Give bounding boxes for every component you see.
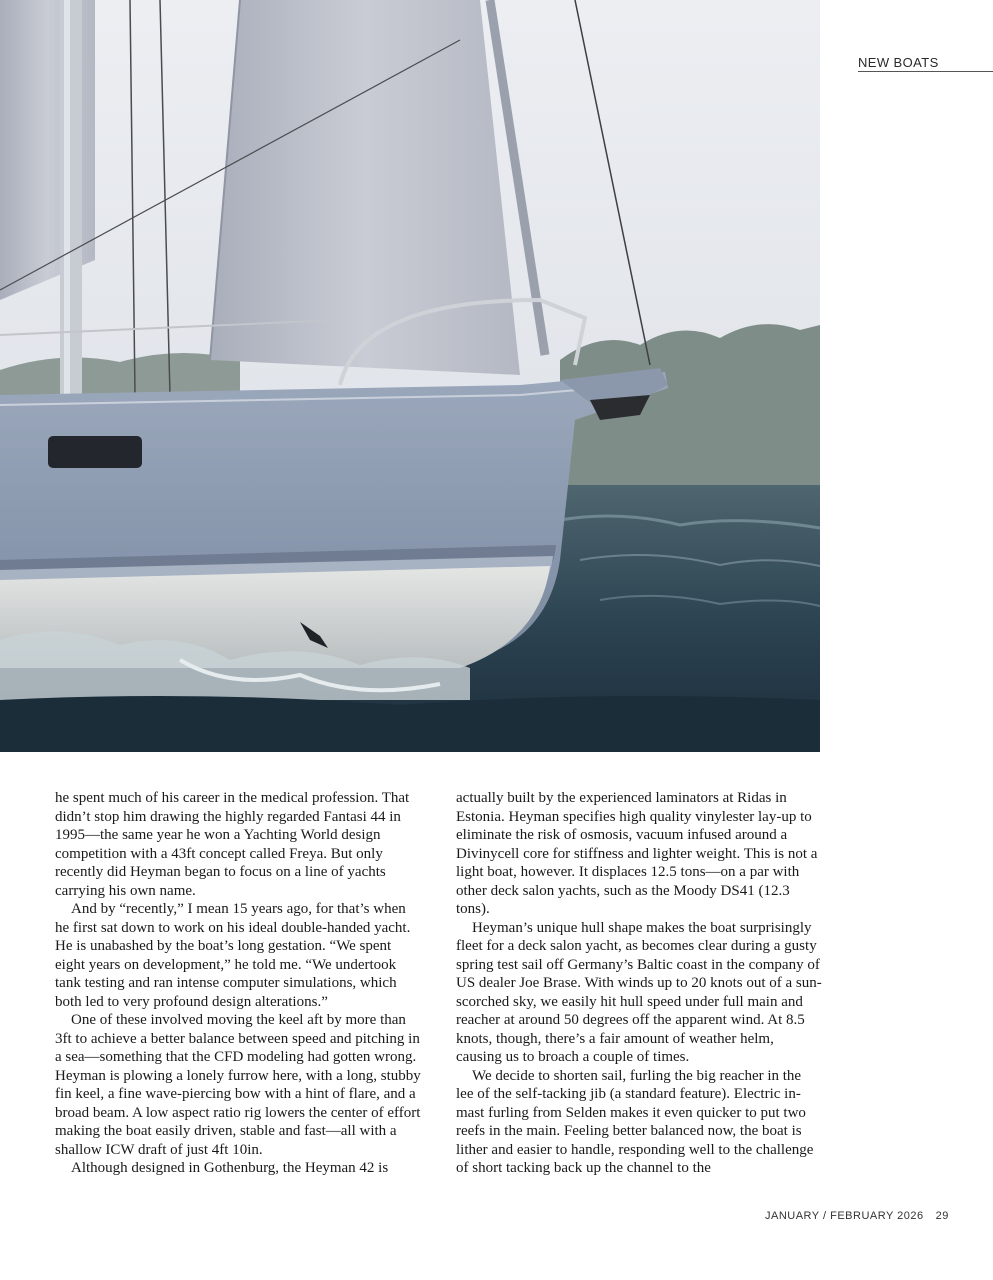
paragraph: Although designed in Gothenburg, the Heyman 42 is <box>71 1160 389 1176</box>
issue-date: JANUARY / FEBRUARY 2026 <box>765 1210 924 1222</box>
article-column-right <box>456 789 822 1178</box>
paragraph: One of these involved moving the keel aft by more than 3ft to achieve a better balance between speed and pitching in a sea—something that the CFD modeling had gotten wrong. Heyman is plowing a lonely furrow here, with a long, stubby fin keel, a fine wave-piercing bow with a hint of flare, and a broad beam. A low aspect ratio rig lowers the center of effort making the boat easily driven, stable and fast—all with a shallow ICW draft of just 4ft 10in. <box>55 1012 421 1158</box>
paragraph: We decide to shorten sail, furling the big reacher in the lee of the self-tacking jib (a standard feature). Electric in-mast furling from Selden makes it even quicker to put two reefs in the main. Feeling better balanced now, the boat is lither and easier to handle, responding well to the challenge of short tacking back up the channel to the <box>456 1067 814 1176</box>
sailboat-photo <box>0 0 820 752</box>
page-number: 29 <box>935 1210 949 1222</box>
paragraph: And by “recently,” I mean 15 years ago, for that’s when he first sat down to work on his ideal double-handed yacht. He is unabashed by the boat’s long gestation. “We spent eight years on development,” he told me. “We undertook tank testing and ran intense computer simulations, which both led to very profound design alterations.” <box>55 901 411 1010</box>
paragraph: actually built by the experienced laminators at Ridas in Estonia. Heyman specifies high quality vinylester lay-up to eliminate the risk of osmosis, vacuum infused around a Divinycell core for stiffness and lighter weight. This is not a light boat, however. It displaces 12.5 tons—on a par with other deck salon yachts, such as the Moody DS41 (12.3 tons). <box>456 790 818 917</box>
paragraph: Heyman’s unique hull shape makes the boat surprisingly fleet for a deck salon yacht, as becomes clear during a gusty spring test sail off Germany’s Baltic coast in the company of US dealer Joe Brase. With winds up to 20 knots out of a sun-scorched sky, we easily hit hull speed under full main and reacher at around 50 degrees off the apparent wind. At 8.5 knots, though, there’s a fair amount of weather helm, causing us to broach a couple of times. <box>456 919 822 1065</box>
paragraph: he spent much of his career in the medical profession. That didn’t stop him drawing the highly regarded Fantasi 44 in 1995—the same year he won a Yachting World design competition with a 43ft concept called Freya. But only recently did Heyman began to focus on a line of yachts carrying his own name. <box>55 790 410 899</box>
section-label: NEW BOATS <box>858 55 993 72</box>
article-column-left <box>55 789 421 1178</box>
page-footer <box>765 1210 949 1222</box>
